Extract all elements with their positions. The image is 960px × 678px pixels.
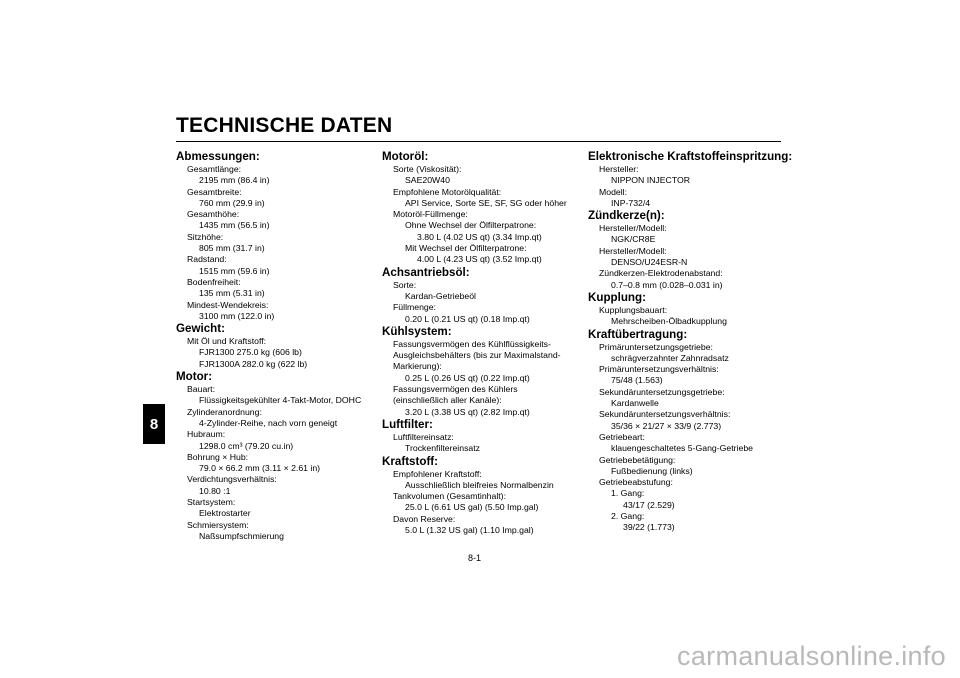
spec-label: Hubraum: [187, 429, 226, 440]
spec-label: Motoröl-Füllmenge: [393, 209, 468, 220]
spec-label: Sekundäruntersetzungsgetriebe: [599, 386, 725, 397]
spec-label: Bauart: [187, 384, 216, 395]
section-heading: Achsantriebsöl: [382, 265, 470, 279]
spec-value: NIPPON INJECTOR [611, 175, 691, 186]
spec-label: Fassungsvermögen des Kühlers [393, 384, 518, 395]
spec-label: Modell: [599, 186, 628, 197]
page-number: 8-1 [468, 553, 482, 563]
section-heading: Motoröl: [382, 150, 429, 163]
spec-label: Kupplungsbauart: [599, 304, 668, 315]
spec-value: 3.20 L (3.38 US qt) (2.82 Imp.qt) [405, 406, 530, 417]
spec-value: 1298.0 cm³ (79.20 cu.in) [199, 440, 294, 451]
spec-label: Fassungsvermögen des Kühlflüssigkeits- [393, 338, 551, 349]
section-heading: Elektronische Kraftstoffeinspritzung: [588, 150, 793, 163]
spec-label: Füllmenge: [393, 302, 436, 313]
spec-label: Davon Reserve: [393, 513, 456, 524]
spec-value: Flüssigkeitsgekühlter 4-Takt-Motor, DOHC [199, 395, 362, 406]
spec-value: 0.20 L (0.21 US qt) (0.18 Imp.qt) [405, 313, 530, 324]
spec-label: Getriebeabstufung: [599, 477, 673, 488]
spec-value: FJR1300A 282.0 kg (622 lb) [199, 358, 308, 369]
section-heading: Kraftstoff: [382, 454, 439, 468]
spec-value: schrägverzahnter Zahnradsatz [611, 352, 729, 363]
section-heading: Gewicht: [176, 322, 225, 336]
spec-value: 2. Gang: [611, 511, 645, 522]
spec-value: 1435 mm (56.5 in) [199, 220, 270, 231]
spec-label: Gesamtbreite: [187, 186, 242, 197]
spec-value: 39/22 (1.773) [623, 522, 675, 533]
spec-value: 79.0 × 66.2 mm (3.11 × 2.61 in) [199, 463, 321, 474]
spec-value: 35/36 × 21/27 × 33/9 (2.773) [611, 420, 722, 431]
spec-value: klauengeschaltetes 5-Gang-Getriebe [611, 443, 753, 454]
section-heading: Motor: [176, 370, 213, 384]
spec-value: 0.7–0.8 mm (0.028–0.031 in) [611, 279, 723, 290]
spec-value: Mit Wechsel der Ölfilterpatrone: [405, 243, 527, 254]
section-heading: Kraftübertragung: [588, 327, 688, 341]
spec-value: INP-732/4 [611, 197, 651, 208]
spec-value: 75/48 (1.563) [611, 375, 663, 386]
spec-value: 805 mm (31.7 in) [199, 243, 265, 254]
spec-value: 760 mm (29.9 in) [199, 197, 265, 208]
spec-value: 1515 mm (59.6 in) [199, 265, 270, 276]
title-rule [176, 141, 781, 142]
spec-label: Sekundäruntersetzungsverhältnis: [599, 409, 731, 420]
spec-label: Bodenfreiheit: [187, 276, 241, 287]
spec-value: 4-Zylinder-Reihe, nach vorn geneigt [199, 417, 338, 428]
spec-label: Zylinderanordnung: [187, 406, 262, 417]
spec-label: Luftfiltereinsatz: [393, 431, 454, 442]
spec-label: Startsystem: [187, 497, 236, 508]
spec-label: Mindest-Wendekreis: [187, 299, 269, 310]
spec-value: SAE20W40 [405, 175, 450, 186]
spec-value: Ohne Wechsel der Ölfilterpatrone: [405, 220, 537, 231]
spec-label: Hersteller/Modell: [599, 245, 667, 256]
spec-label: Sorte (Viskosität): [393, 164, 462, 174]
spec-label: Radstand: [187, 254, 227, 265]
spec-value: 1. Gang: [611, 488, 645, 499]
spec-label: Gesamtlänge: [187, 164, 242, 174]
spec-label: Empfohlener Kraftstoff: [393, 468, 482, 479]
spec-value: 3.80 L (4.02 US qt) (3.34 Imp.qt) [417, 231, 542, 242]
spec-value: 5.0 L (1.32 US gal) (1.10 Imp.gal) [405, 525, 534, 536]
page-title: TECHNISCHE DATEN [176, 114, 393, 137]
section-heading: Kühlsystem: [382, 324, 452, 338]
spec-value: Kardanwelle [611, 398, 659, 409]
spec-label: Mit Öl und Kraftstoff: [187, 336, 267, 347]
section-heading: Luftfilter: [382, 417, 433, 431]
spec-label: (einschließlich aller Kanäle): [393, 395, 502, 406]
spec-value: 0.25 L (0.26 US qt) (0.22 Imp.qt) [405, 372, 530, 383]
spec-value: Naßsumpfschmierung [199, 530, 284, 541]
spec-value: 4.00 L (4.23 US qt) (3.52 Imp.qt) [417, 254, 542, 265]
section-heading: Kupplung: [588, 290, 646, 304]
spec-value: DENSO/U24ESR-N [611, 257, 688, 268]
spec-label: Sitzhöhe: [187, 231, 224, 242]
spec-column-2 [382, 150, 582, 536]
spec-label: Schmiersystem: [187, 519, 249, 530]
watermark: carmanualsonline.info [677, 641, 946, 671]
spec-value: Mehrscheiben-Ölbadkupplung [611, 316, 727, 327]
spec-label: Hersteller/Modell: [599, 223, 667, 234]
spec-value: NGK/CR8E [611, 234, 656, 245]
spec-label: Gesamthöhe: [187, 209, 240, 220]
spec-value: 135 mm (5.31 in) [199, 288, 265, 299]
spec-value: FJR1300 275.0 kg (606 lb) [199, 347, 302, 358]
spec-value: Elektrostarter [199, 508, 251, 519]
spec-value: 25.0 L (6.61 US gal) (5.50 Imp.gal) [405, 502, 539, 513]
spec-value: 10.80 :1 [199, 485, 231, 496]
spec-value: Kardan-Getriebeöl [405, 290, 476, 301]
spec-value: 2195 mm (86.4 in) [199, 175, 270, 186]
spec-label: Primäruntersetzungsgetriebe: [599, 341, 713, 352]
spec-value: 43/17 (2.529) [623, 499, 675, 510]
section-heading: Abmessungen: [176, 150, 260, 163]
spec-label: Bohrung × Hub: [187, 451, 249, 462]
chapter-tab: 8 [143, 404, 165, 444]
spec-label: Getriebebetätigung: [599, 454, 676, 465]
section-heading: Zündkerze(n): [588, 209, 665, 223]
spec-label: Empfohlene Motorölqualität: [393, 186, 502, 197]
spec-value: Fußbedienung (links) [611, 465, 693, 476]
spec-value: API Service, Sorte SE, SF, SG oder höher [405, 197, 567, 208]
spec-label: Verdichtungsverhältnis: [187, 474, 277, 485]
spec-label: Tankvolumen (Gesamtinhalt): [393, 491, 506, 502]
spec-value: Trockenfiltereinsatz [405, 443, 480, 454]
spec-column-3 [588, 150, 793, 534]
spec-value: 3100 mm (122.0 in) [199, 310, 275, 321]
spec-label: Markierung): [393, 361, 442, 372]
spec-label: Getriebeart: [599, 431, 645, 442]
spec-label: Sorte: [393, 279, 417, 290]
spec-label: Hersteller: [599, 164, 639, 174]
spec-label: Zündkerzen-Elektrodenabstand: [599, 268, 723, 279]
spec-column-1 [176, 150, 376, 542]
spec-value: Ausschließlich bleifreies Normalbenzin [405, 479, 554, 490]
spec-label: Ausgleichsbehälters (bis zur Maximalstand- [393, 350, 561, 361]
spec-label: Primäruntersetzungsverhältnis: [599, 364, 719, 375]
